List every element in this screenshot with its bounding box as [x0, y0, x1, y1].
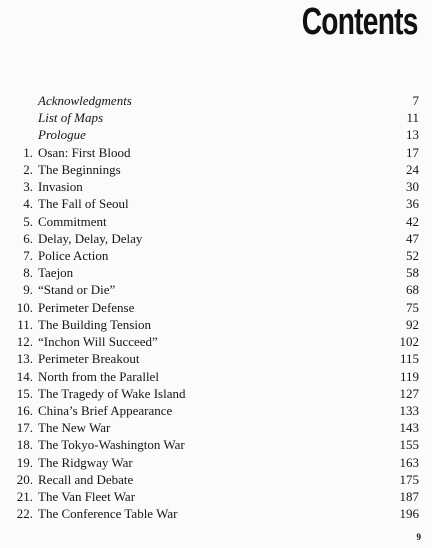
chapter-title: “Inchon Will Succeed” — [38, 334, 158, 350]
toc-chapter — [0, 402, 432, 419]
chapter-title: Perimeter Defense — [38, 299, 135, 315]
chapter-number: 21. — [16, 489, 33, 505]
toc-chapter — [0, 505, 432, 522]
toc-chapter — [0, 178, 432, 195]
chapter-title: “Stand or Die” — [38, 282, 116, 298]
toc-chapter — [0, 299, 432, 316]
chapter-number: 11. — [17, 316, 33, 332]
chapter-title: Perimeter Breakout — [38, 351, 140, 367]
toc-entry-label: Prologue — [38, 127, 86, 143]
chapter-number: 4. — [23, 196, 33, 212]
toc-entry-page: 11 — [406, 110, 419, 126]
chapter-title: The Van Fleet War — [38, 489, 136, 505]
chapter-number: 16. — [16, 402, 33, 418]
chapter-page: 187 — [399, 489, 419, 505]
toc-chapter — [0, 471, 432, 488]
chapter-page: 155 — [399, 437, 419, 453]
toc-chapter — [0, 144, 432, 161]
chapter-number: 6. — [23, 230, 33, 246]
chapter-page: 42 — [406, 213, 419, 229]
chapter-title: The Tokyo-Washington War — [38, 437, 185, 453]
chapter-page: 30 — [406, 179, 419, 195]
toc-entry-list-of-maps — [0, 109, 432, 126]
chapter-number: 12. — [16, 334, 33, 350]
chapter-number: 13. — [16, 351, 33, 367]
toc-chapter — [0, 247, 432, 264]
chapter-page: 24 — [406, 161, 419, 177]
toc-chapter — [0, 230, 432, 247]
toc-chapter — [0, 316, 432, 333]
chapter-number: 10. — [16, 299, 33, 315]
chapter-page: 127 — [399, 385, 419, 401]
chapter-title: Commitment — [38, 213, 107, 229]
toc-chapter — [0, 213, 432, 230]
chapter-number: 19. — [16, 454, 33, 470]
toc-chapter — [0, 436, 432, 453]
toc-chapter — [0, 161, 432, 178]
chapter-page: 133 — [399, 402, 419, 418]
toc-chapter — [0, 368, 432, 385]
toc-entry-prologue — [0, 126, 432, 143]
chapter-page: 47 — [406, 230, 419, 246]
chapter-page: 68 — [406, 282, 419, 298]
chapter-page: 175 — [399, 471, 419, 487]
chapter-number: 5. — [23, 213, 33, 229]
chapter-number: 14. — [16, 368, 33, 384]
toc-chapter — [0, 281, 432, 298]
chapter-number: 17. — [16, 420, 33, 436]
chapter-number: 8. — [23, 265, 33, 281]
toc-chapter — [0, 333, 432, 350]
chapter-title: The Ridgway War — [38, 454, 133, 470]
chapter-number: 2. — [23, 161, 33, 177]
toc-chapter — [0, 195, 432, 212]
chapter-page: 58 — [406, 265, 419, 281]
toc-chapter — [0, 488, 432, 505]
chapter-title: The Fall of Seoul — [38, 196, 129, 212]
chapter-title: Delay, Delay, Delay — [38, 230, 143, 246]
chapter-number: 9. — [23, 282, 33, 298]
chapter-number: 7. — [23, 247, 33, 263]
toc-chapter — [0, 350, 432, 367]
chapter-title: Taejon — [38, 265, 74, 281]
chapter-page: 92 — [406, 316, 419, 332]
chapter-number: 15. — [16, 385, 33, 401]
chapter-page: 52 — [406, 247, 419, 263]
chapter-number: 3. — [23, 179, 33, 195]
chapter-title: Invasion — [38, 179, 83, 195]
chapter-title: The Tragedy of Wake Island — [38, 385, 186, 401]
chapter-title: Recall and Debate — [38, 471, 134, 487]
chapter-title: The Beginnings — [38, 161, 121, 177]
chapter-page: 143 — [399, 420, 419, 436]
chapter-page: 75 — [406, 299, 419, 315]
chapter-page: 17 — [406, 144, 419, 160]
chapter-title: The Conference Table War — [38, 506, 178, 522]
chapter-title: North from the Parallel — [38, 368, 159, 384]
chapter-page: 36 — [406, 196, 419, 212]
chapter-number: 18. — [16, 437, 33, 453]
chapter-number: 1. — [23, 144, 33, 160]
chapter-title: Osan: First Blood — [38, 144, 131, 160]
toc-entry-label: List of Maps — [38, 110, 104, 126]
table-of-contents — [0, 92, 432, 522]
chapter-page: 119 — [399, 368, 419, 384]
toc-entry-page: 13 — [406, 127, 419, 143]
toc-chapter — [0, 385, 432, 402]
chapter-number: 20. — [16, 471, 33, 487]
page-title: Contents — [302, 1, 418, 43]
chapter-title: Police Action — [38, 247, 109, 263]
chapter-page: 102 — [399, 334, 419, 350]
toc-chapter — [0, 419, 432, 436]
chapter-title: The New War — [38, 420, 111, 436]
toc-chapter — [0, 264, 432, 281]
chapter-page: 163 — [399, 454, 419, 470]
toc-chapter — [0, 454, 432, 471]
chapter-number: 22. — [16, 506, 33, 522]
page-number: 9 — [416, 532, 421, 542]
toc-entry-acknowledgments — [0, 92, 432, 109]
toc-entry-page: 7 — [412, 93, 419, 108]
toc-entry-label: Acknowledgments — [38, 93, 132, 108]
chapter-title: The Building Tension — [38, 316, 151, 332]
chapter-title: China’s Brief Appearance — [38, 402, 173, 418]
chapter-page: 196 — [399, 506, 419, 522]
chapter-page: 115 — [399, 351, 419, 367]
